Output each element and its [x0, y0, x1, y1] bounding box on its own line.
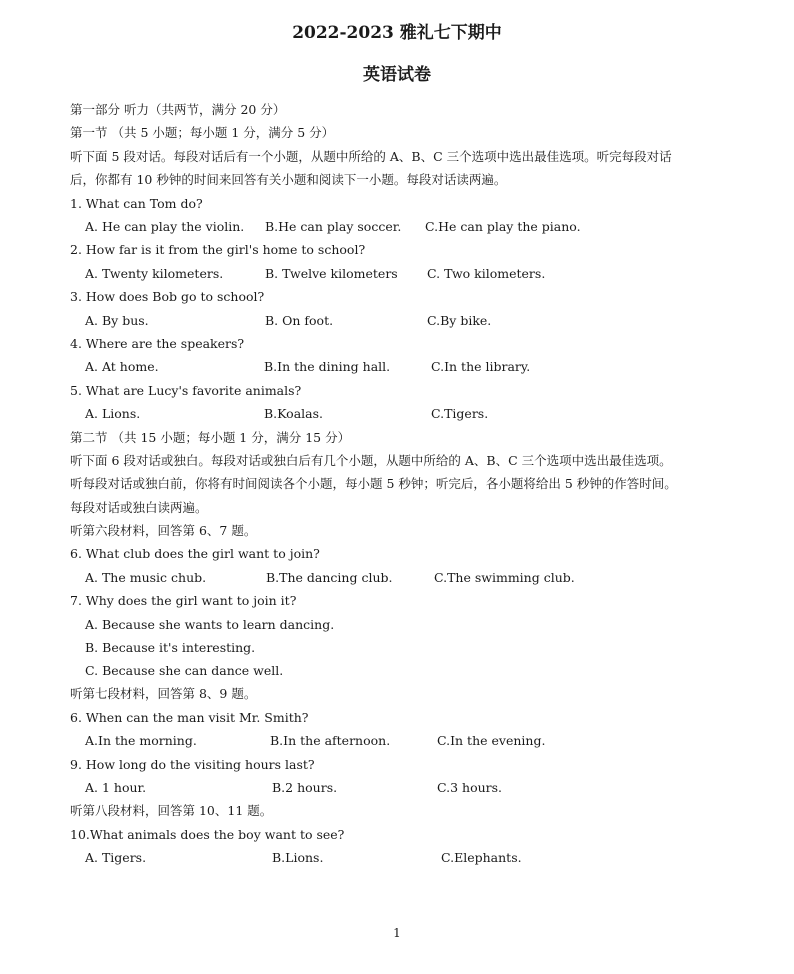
question-text: 6. When can the man visit Mr. Smith?: [70, 710, 309, 725]
option-c: C.In the library.: [431, 359, 531, 374]
section1-instruction-line: 后，你都有 10 秒钟的时间来回答有关小题和阅读下一小题。每段对话读两遍。: [70, 172, 507, 187]
question-text: 1. What can Tom do?: [70, 196, 203, 211]
question-text: 7. Why does the girl want to join it?: [70, 593, 297, 608]
option-b: B. Twelve kilometers: [265, 266, 398, 281]
material-heading: 听第七段材料，回答第 8、9 题。: [70, 686, 257, 701]
option-a: A.In the morning.: [85, 733, 197, 748]
option-a: A. Lions.: [85, 406, 141, 421]
question-text: 2. How far is it from the girl's home to school?: [70, 242, 366, 257]
option-a: A. Twenty kilometers.: [85, 266, 224, 281]
option-a: A. Tigers.: [85, 850, 147, 865]
section2-instruction-line: 每段对话或独白读两遍。: [70, 500, 208, 515]
material-heading: 听第六段材料，回答第 6、7 题。: [70, 523, 257, 538]
option-a: A. The music chub.: [85, 570, 207, 585]
option-c: C.3 hours.: [437, 780, 503, 795]
option-c: C. Because she can dance well.: [85, 663, 284, 678]
section2-instruction-line: 听下面 6 段对话或独白。每段对话或独白后有几个小题，从题中所给的 A、B、C 三个选项中选出最佳选项。: [70, 453, 672, 468]
option-c: C. Two kilometers.: [427, 266, 546, 281]
question-text: 6. What club does the girl want to join?: [70, 546, 320, 561]
option-b: B.The dancing club.: [266, 570, 393, 585]
exam-title: 2022-2023 雅礼七下期中: [292, 23, 502, 43]
option-c: C.By bike.: [427, 313, 492, 328]
exam-subtitle: 英语试卷: [363, 65, 431, 85]
option-c: C.In the evening.: [437, 733, 546, 748]
option-b: B.He can play soccer.: [265, 219, 402, 234]
question-text: 4. Where are the speakers?: [70, 336, 245, 351]
section1-heading: 第一节 （共 5 小题；每小题 1 分，满分 5 分）: [70, 125, 335, 140]
option-a: A. He can play the violin.: [85, 219, 245, 234]
option-a: A. At home.: [85, 359, 159, 374]
section2-heading: 第二节 （共 15 小题；每小题 1 分，满分 15 分）: [70, 430, 351, 445]
option-a: A. 1 hour.: [85, 780, 147, 795]
option-b: B.2 hours.: [272, 780, 338, 795]
option-a: A. By bus.: [85, 313, 149, 328]
material-heading: 听第八段材料，回答第 10、11 题。: [70, 803, 273, 818]
part1-heading: 第一部分 听力（共两节，满分 20 分）: [70, 102, 286, 117]
option-b: B.In the afternoon.: [270, 733, 391, 748]
option-b: B.In the dining hall.: [264, 359, 391, 374]
option-c: C.The swimming club.: [434, 570, 575, 585]
option-a: A. Because she wants to learn dancing.: [85, 617, 335, 632]
question-text: 5. What are Lucy's favorite animals?: [70, 383, 302, 398]
option-c: C.He can play the piano.: [425, 219, 581, 234]
option-b: B. On foot.: [265, 313, 334, 328]
option-c: C.Elephants.: [441, 850, 522, 865]
option-b: B.Lions.: [272, 850, 324, 865]
question-text: 10.What animals does the boy want to see?: [70, 827, 345, 842]
question-text: 9. How long do the visiting hours last?: [70, 757, 315, 772]
page-number: 1: [393, 926, 401, 940]
option-b: B.Koalas.: [264, 406, 323, 421]
option-c: C.Tigers.: [431, 406, 489, 421]
option-b: B. Because it's interesting.: [85, 640, 256, 655]
question-text: 3. How does Bob go to school?: [70, 289, 265, 304]
section1-instruction-line: 听下面 5 段对话。每段对话后有一个小题，从题中所给的 A、B、C 三个选项中选出最佳选项。听完每段对话: [70, 149, 672, 164]
section2-instruction-line: 听每段对话或独白前，你将有时间阅读各个小题，每小题 5 秒钟；听完后，各小题将给出 5 秒钟的作答时间。: [70, 476, 677, 491]
